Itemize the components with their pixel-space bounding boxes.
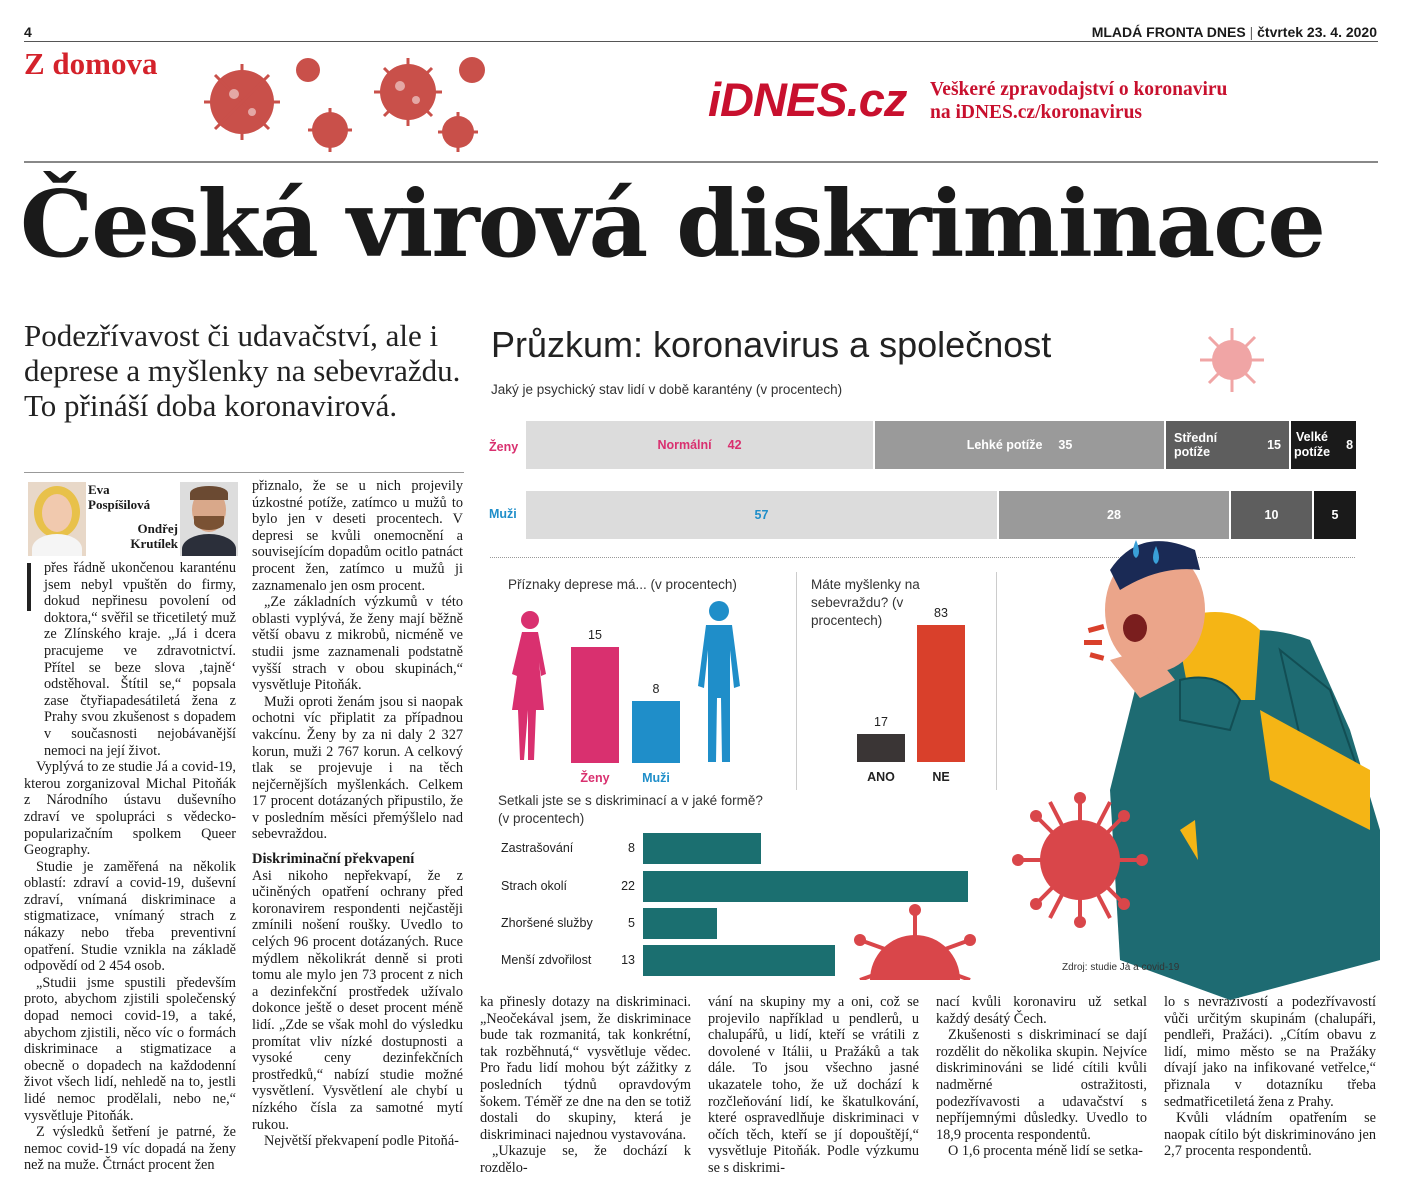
row-label-muzi: Muži bbox=[489, 507, 517, 521]
virus-illustrations bbox=[190, 42, 500, 162]
woman-silhouette-icon bbox=[508, 610, 552, 762]
paragraph: „Ze základních výzkumů v této oblasti vyplývá, že ženy mají běžně větší obavu z mikrobů, nicméně ve studii jsme zaznamenali podstatně vyšší strach v obou skupinách,“ vysvětluje Pitoňák. bbox=[252, 594, 463, 694]
stacked-bar-segment bbox=[526, 491, 997, 539]
bar-value-label: 8 bbox=[652, 682, 660, 696]
paragraph: lo s nevraživostí a podezřívavostí vůči určitým skupinám (chalupáři, pendleři, Pražáci). „Cítím obavu z lidí, mimo město se na Pražáky dívají jako na infikované vetřelce,“ přiznala v dotazníku třeba sedmatřicetiletá žena z Prahy. bbox=[1164, 994, 1376, 1110]
divider-vertical bbox=[796, 572, 797, 790]
hbar-value-label: 22 bbox=[621, 879, 635, 893]
bar-value-label: 15 bbox=[588, 628, 602, 642]
segment-value: 10 bbox=[1264, 508, 1279, 522]
bar-category-label: ANO bbox=[867, 770, 895, 784]
section-rule bbox=[24, 161, 1378, 163]
segment-value: 28 bbox=[1107, 508, 1121, 522]
hbar-mark bbox=[643, 945, 835, 976]
bar-mark bbox=[632, 701, 680, 763]
paragraph: Z výsledků šetření je patrné, že nemoc covid-19 víc dopadá na ženy než na muže. Čtrnáct procent žen bbox=[24, 1124, 236, 1174]
paragraph: Asi nikoho nepřekvapí, že z učiněných opatření ochrany před koronavirem respondenti nejčastěji zmínili nošení roušky. Uvedlo to celých 96 procent dotázaných. Ruce mýdlem několikrát denně si proti tomu ale mylo jen 73 procent z nich a dezinfekční prostředek užívalo dokonce ještě o deset procent méně lidí. „Zde se však mohl do výsledku promítat vliv nízké dostupnosti a vysoké ceny dezinfekčních prostředků,“ nabízí studie možné vysvětlení. Vysvětlení ale chybí u nízkého čísla za samotné mytí rukou. bbox=[252, 867, 463, 1133]
divider-vertical bbox=[996, 572, 997, 790]
infographic-title: Průzkum: koronavirus a společnost bbox=[491, 324, 1052, 365]
bar-category-label: Ženy bbox=[580, 771, 610, 785]
article-column-2 bbox=[252, 478, 463, 1150]
article-column-4 bbox=[708, 994, 919, 1177]
hbar-mark bbox=[643, 908, 717, 939]
article-column-1 bbox=[24, 560, 236, 1174]
paragraph: přiznalo, že se u nich projevily úzkostné potíže, zatímco u mužů to bylo jen v deseti procentech. V depresi se kvůli onemocnění a souvisejícím dopadům ocitlo patnáct procent žen, zatímco u mužů ji zaznamenalo jen osm procent. bbox=[252, 478, 463, 594]
publication-name: MLADÁ FRONTA DNES bbox=[1091, 24, 1246, 40]
hbar-category-label: Menší zdvořilost bbox=[501, 953, 592, 967]
author-2-first: Ondřej bbox=[137, 521, 178, 536]
paragraph: ka přinesly dotazy na diskriminaci. „Neočekával jsem, že diskriminace bude tak rozmanitá, tak konkrétní, tak rozběhnutá,“ vysvětluje vědec. Pro řadu lidí mohou být zážitky z posledních týdnů opravdovým šokem. Téměř ze dne na den se totiž dostali do skupiny, která je diskriminaci najednou vystavována. bbox=[480, 994, 691, 1143]
depression-chart-title: Příznaky deprese má... (v procentech) bbox=[508, 577, 737, 592]
paragraph: Zkušenosti s diskriminací se dají rozdělit do několika skupin. Nejvíce diskriminováni se lidé cítili kvůli nadměrné ostražitosti, podezřívavosti a udavačství s nepříjemnými důsledky. Uvedlo to 18,9 procenta respondentů. bbox=[936, 1027, 1147, 1143]
bar-category-label: Muži bbox=[642, 771, 670, 785]
paragraph: „Ukazuje se, že dochází k rozdělo- bbox=[480, 1143, 691, 1176]
stacked-bar-segment bbox=[1291, 421, 1356, 469]
page-number: 4 bbox=[24, 24, 32, 40]
stacked-bar-segment bbox=[1166, 421, 1289, 469]
ad-line-2: na iDNES.cz/koronavirus bbox=[930, 102, 1143, 123]
source-note: Zdroj: studie Já a covid-19 bbox=[1062, 962, 1180, 973]
author-1-first: Eva bbox=[88, 482, 110, 497]
idnes-logo[interactable]: iDNES.cz bbox=[708, 73, 907, 126]
article-column-3 bbox=[480, 994, 691, 1177]
subheading: Diskriminační překvapení bbox=[252, 851, 415, 868]
idnes-ad-text[interactable] bbox=[930, 78, 1227, 124]
hbar-value-label: 13 bbox=[621, 953, 635, 967]
hbar-category-label: Strach okolí bbox=[501, 879, 568, 893]
segment-value: 35 bbox=[1058, 438, 1073, 452]
ad-line-1: Veškeré zpravodajství o koronaviru bbox=[930, 79, 1228, 100]
segment-label: Normální bbox=[657, 438, 712, 452]
author-1-name bbox=[88, 482, 150, 512]
hbar-value-label: 5 bbox=[628, 916, 635, 930]
hbar-value-label: 8 bbox=[628, 841, 635, 855]
stacked-bar-segment bbox=[526, 421, 873, 469]
paragraph: O 1,6 procenta méně lidí se setka- bbox=[948, 1143, 1143, 1160]
dropcap-bar bbox=[27, 563, 31, 611]
segment-value: 15 bbox=[1267, 438, 1281, 452]
paragraph: vání na skupiny my a oni, což se projevilo například u pendlerů, u chalupářů, u lidí, kteří se vrátili z dovolené v Itálii, u Pražáků a tak dále. To jsou všechno jasné ukazatele toho, že už dochází k rozčleňování lidí, ke škatulkování, které ospravedlňuje diskriminaci v očích těch, kteří se jí dopouštějí,“ vysvětluje Pitoňák. Podle výzkumu se s diskrimi- bbox=[708, 994, 919, 1176]
bar-mark bbox=[917, 625, 965, 762]
bar-category-label: NE bbox=[932, 770, 950, 784]
hbar-mark bbox=[643, 871, 968, 902]
paragraph: Muži oproti ženám jsou si naopak ochotni víc připlatit za případnou vakcínu. Ženy by za ni daly 2 327 korun, muži 2 767 korun. A celkový tlak se projevuje i na těch nejčernějších myšlenkách. Celkem 17 procent dotázaných připustilo, že v posledním měsíci přemýšlelo nad sebevraždou. bbox=[252, 693, 463, 843]
lead-paragraph: Podezřívavost či udavačství, ale i deprese a myšlenky na sebevraždu. To přináší doba koronavirová. bbox=[24, 318, 461, 423]
author-photo-1 bbox=[28, 482, 86, 556]
row-label-zeny: Ženy bbox=[489, 440, 519, 454]
paragraph: nací kvůli koronaviru už setkal každý desátý Čech. bbox=[936, 994, 1147, 1027]
article-column-5 bbox=[936, 994, 1147, 1160]
section-label: Z domova bbox=[24, 46, 158, 81]
paragraph: Největší překvapení podle Pitoňá- bbox=[264, 1133, 459, 1150]
infographic-subtitle: Jaký je psychický stav lidí v době karantény (v procentech) bbox=[491, 382, 843, 397]
segment-label: Střední potíže bbox=[1174, 431, 1218, 459]
bar-value-label: 83 bbox=[934, 606, 948, 620]
author-photo-2 bbox=[180, 482, 238, 556]
paragraph: Kvůli vládním opatřením se naopak cítilo být diskriminováno jen 2,7 procenta respondentů. bbox=[1164, 1110, 1376, 1160]
bar-mark bbox=[571, 647, 619, 763]
paragraph: Studie je zaměřená na několik oblastí: zdraví a covid-19, duševní zdraví, vnímaná diskriminace a stigmatizace, vnímaný strach z nákazy nebo třeba preventivní opatření. Studie vznikla na základě odpovědí od 2 454 osob. bbox=[24, 858, 236, 975]
hbar-category-label: Zastrašování bbox=[501, 841, 574, 855]
author-2-last: Krutílek bbox=[130, 536, 178, 551]
headline: Česká virová diskriminace bbox=[20, 170, 1324, 278]
man-silhouette-icon bbox=[694, 600, 744, 764]
hbar-category-label: Zhoršené služby bbox=[501, 916, 593, 930]
suicide-chart-title: Máte myšlenky na sebevraždu? (v procentech) bbox=[811, 577, 920, 628]
paragraph: Vyplývá to ze studie Já a covid-19, kterou zorganizoval Michal Pitoňák z Národního ústavu duševního zdraví ve spolupráci s vědecko-popularizačním spolkem Queer Geography. bbox=[24, 759, 236, 859]
segment-value: 57 bbox=[754, 508, 769, 522]
discrimination-chart-title: Setkali jste se s diskriminací a v jaké formě? (v procentech) bbox=[498, 793, 763, 826]
paragraph: přes řádně ukončenou karanténu jsem nebyl vpuštěn do firmy, dokud nepřinesu povolení od doktora,“ svěřil se třicetiletý muž ze Zlínského kraje. „Já i dcera pracujeme ve zdravotnictví. Přítel se beze slova ‚tajně‘ odstěhoval. Štítil se,“ popsala zase čtyřiapadesátiletá žena z Prahy svou zkušenost s dopadem v současnosti nejobávanější nemoci na její život. bbox=[44, 560, 236, 759]
paragraph: „Studii jsme spustili především proto, abychom zjistili společenský dopad nemoci covid-19, a také, abychom zjistili, něco víc o formách diskriminace a stigmatizace a obecně o dopadech na každodenní život všech lidí, nehledě na to, jestli lidé nemoc prodělali, nebo ne,“ vysvětluje Pitoňák. bbox=[24, 974, 236, 1124]
bar-mark bbox=[857, 734, 905, 762]
segment-label: Lehké potíže bbox=[966, 438, 1043, 452]
issue-date: čtvrtek 23. 4. 2020 bbox=[1257, 24, 1377, 40]
segment-value: 5 bbox=[1331, 508, 1339, 522]
segment-value: 42 bbox=[727, 438, 742, 452]
author-2-name bbox=[120, 521, 178, 551]
article-column-6 bbox=[1164, 994, 1376, 1160]
masthead: MLADÁ FRONTA DNES | čtvrtek 23. 4. 2020 bbox=[1091, 24, 1377, 40]
segment-label: Velké potíže bbox=[1293, 430, 1331, 459]
small-virus-icon bbox=[1196, 324, 1268, 396]
author-1-last: Pospíšilová bbox=[88, 497, 151, 512]
bar-value-label: 17 bbox=[874, 715, 888, 729]
large-virus-icon bbox=[1010, 790, 1150, 930]
large-virus-icon bbox=[840, 900, 990, 980]
stacked-bar-segment bbox=[875, 421, 1164, 469]
lead-rule bbox=[24, 472, 464, 473]
hbar-mark bbox=[643, 833, 761, 864]
segment-value: 8 bbox=[1346, 438, 1354, 452]
